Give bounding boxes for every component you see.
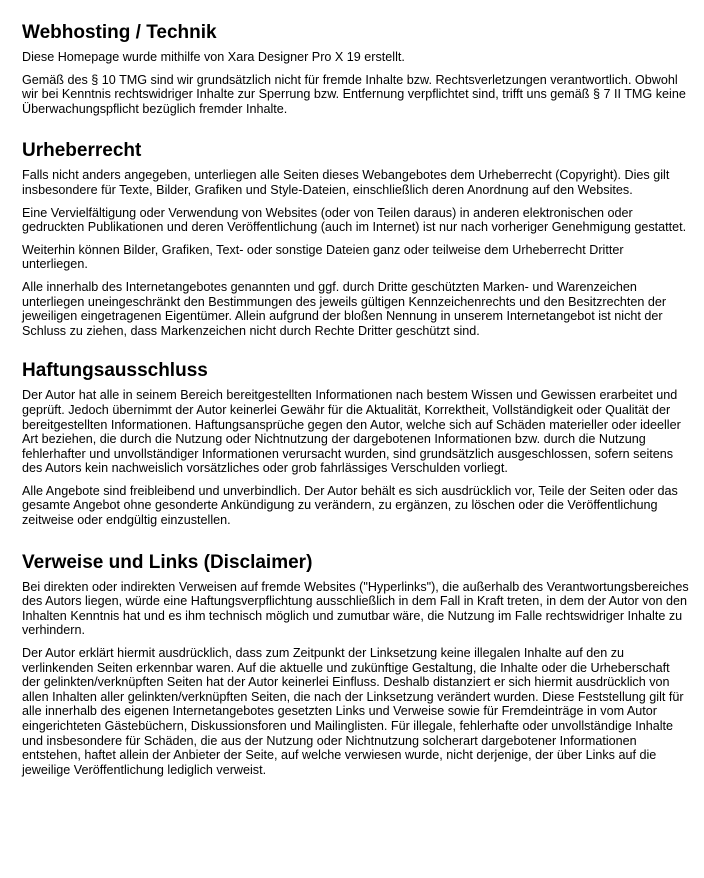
section-paragraph: Der Autor erklärt hiermit ausdrücklich, dass zum Zeitpunkt der Linksetzung keine illegalen Inhalte auf den zu verlinkenden Seiten erkennbar waren. Auf die aktuelle und zukünftige Gestaltung, die Inhalte oder die Urheberschaft der gelinkten/verknüpften Seiten hat der Autor keinerlei Einfluss. Deshalb distanziert er sich hiermit ausdrücklich von allen Inhalten aller gelinkten/verknüpften Seiten, die nach der Linksetzung verändert wurden. Diese Feststellung gilt für alle innerhalb des eigenen Internetangebotes gesetzten Links und Verweise sowie für Fremdeinträge in vom Autor eingerichteten Gästebüchern, Diskussionsforen und Mailinglisten. Für illegale, fehlerhafte oder unvollständige Inhalte und insbesondere für Schäden, die aus der Nutzung oder Nichtnutzung solcherart dargebotener Informationen entstehen, haftet allein der Anbieter der Seite, auf welche verwiesen wurde, nicht derjenige, der über Links auf die jeweilige Veröffentlichung lediglich verweist.	[22, 646, 684, 777]
section-paragraph: Eine Vervielfältigung oder Verwendung von Websites (oder von Teilen daraus) in anderen elektronischen oder gedruckten Publikationen und deren Veröffentlichung (auch im Internet) ist nur nach vorheriger Genehmigung gestattet.	[22, 205, 687, 235]
section-paragraph: Der Autor hat alle in seinem Bereich bereitgestellten Informationen nach bestem Wissen und Gewissen erarbeitet und geprüft. Jedoch übernimmt der Autor keinerlei Gewähr für die Aktualität, Korrektheit, Vollständigkeit oder Qualität der bereitgestellten Informationen. Haftungsansprüche gegen den Autor, welche sich auf Schäden materieller oder ideeller Art beziehen, die durch die Nutzung oder Nichtnutzung der dargebotenen Informationen bzw. durch die Nutzung fehlerhafter und unvollständiger Informationen verursacht wurden, sind grundsätzlich ausgeschlossen, sofern seitens des Autors kein nachweislich vorsätzliches oder grob fahrlässiges Verschulden vorliegt.	[22, 388, 681, 476]
section-heading: Webhosting / Technik	[22, 22, 217, 43]
section-urheberrecht	[22, 140, 690, 338]
section-paragraph: Diese Homepage wurde mithilfe von Xara Designer Pro X 19 erstellt.	[22, 50, 405, 64]
section-paragraph: Alle innerhalb des Internetangebotes genannten und ggf. durch Dritte geschützten Marken- und Warenzeichen unterliegen uneingeschränkt den Bestimmungen des jeweils gültigen Kennzeichenrechts und den Besitzrechten der jeweiligen eingetragenen Eigentümer. Allein aufgrund der bloßen Nennung in unserem Internetangebot ist nicht der Schluss zu ziehen, dass Markenzeichen nicht durch Rechte Dritter geschützt sind.	[22, 279, 667, 338]
section-paragraph: Weiterhin können Bilder, Grafiken, Text- oder sonstige Dateien ganz oder teilweise dem Urheberrecht Dritter unterliegen.	[22, 242, 624, 272]
section-heading: Verweise und Links (Disclaimer)	[22, 551, 313, 573]
section-verweise-und-links	[22, 552, 690, 778]
section-paragraph: Alle Angebote sind freibleibend und unverbindlich. Der Autor behält es sich ausdrücklich vor, Teile der Seiten oder das gesamte Angebot ohne gesonderte Ankündigung zu verändern, zu ergänzen, zu löschen oder die Veröffentlichung zeitweise oder endgültig einzustellen.	[22, 483, 678, 528]
section-haftungsausschluss	[22, 360, 690, 527]
section-paragraph: Bei direkten oder indirekten Verweisen auf fremde Websites ("Hyperlinks"), die außerhalb des Verantwortungsbereiches des Autors liegen, würde eine Haftungsverpflichtung ausschließlich in dem Fall in Kraft treten, in dem der Autor von den Inhalten Kenntnis hat und es ihm technisch möglich und zumutbar wäre, die Nutzung im Falle rechtswidriger Inhalte zu verhindern.	[22, 579, 689, 638]
section-heading: Haftungsausschluss	[22, 360, 208, 382]
section-heading: Urheberrecht	[22, 140, 142, 162]
section-paragraph: Gemäß des § 10 TMG sind wir grundsätzlich nicht für fremde Inhalte bzw. Rechtsverletzungen verantwortlich. Obwohl wir bei Kenntnis rechtswidriger Inhalte zur Sperrung bzw. Entfernung verpflichtet sind, trifft uns gemäß § 7 II TMG keine Überwachungspflicht bezüglich fremder Inhalte.	[22, 72, 686, 116]
section-paragraph: Falls nicht anders angegeben, unterliegen alle Seiten dieses Webangebotes dem Urheberrecht (Copyright). Dies gilt insbesondere für Texte, Bilder, Grafiken und Style-Dateien, einschließlich deren Anordnung auf den Websites.	[22, 168, 670, 197]
section-webhosting	[22, 22, 690, 116]
